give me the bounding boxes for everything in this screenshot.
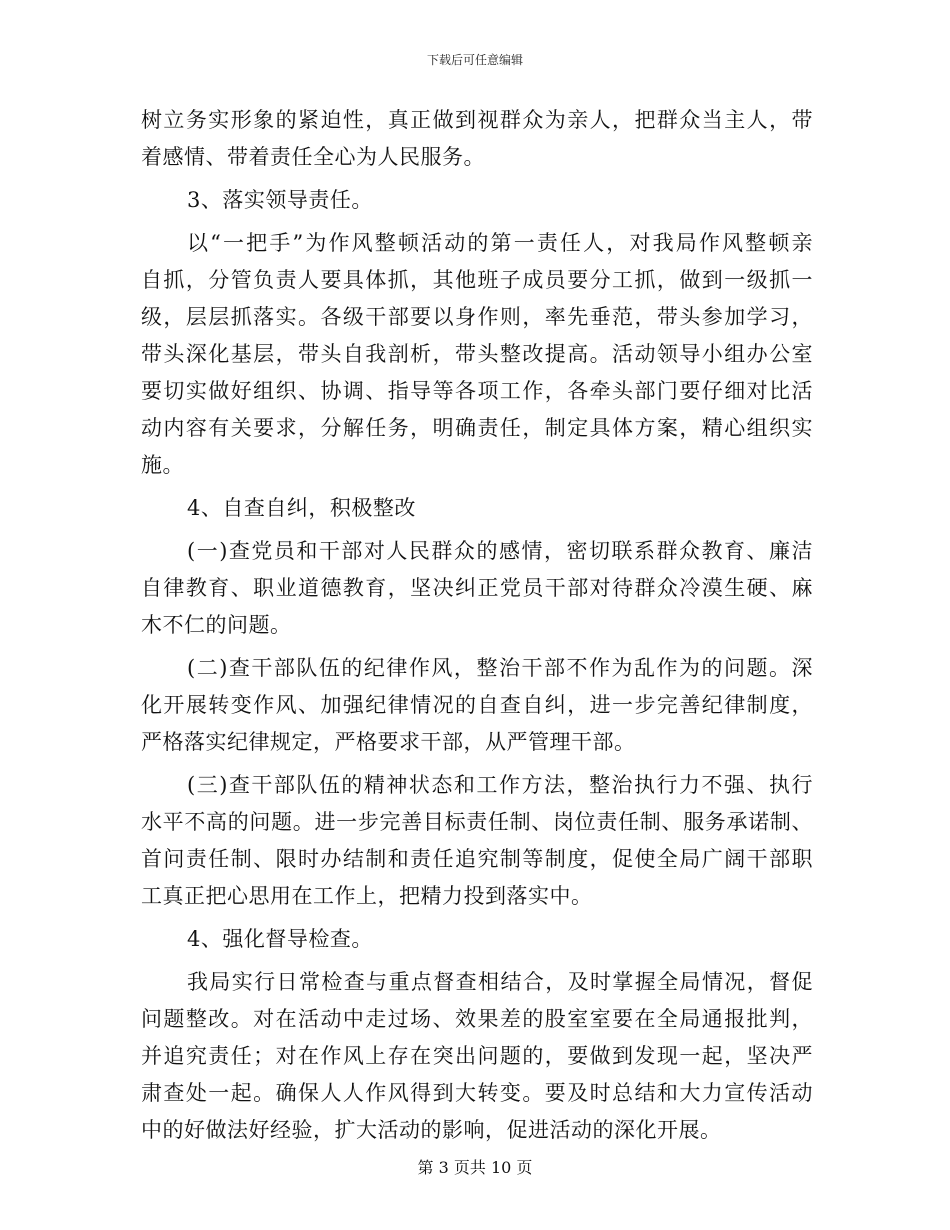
text-line: (一)查党员和干部对人民群众的感情，密切联系群众教育、廉洁 [187,539,813,563]
text-line: 以“一把手”为作风整顿活动的第一责任人，对我局作风整顿亲 [187,231,813,255]
text-line: 并追究责任；对在作风上存在突出问题的，要做到发现一起，坚决严 [141,1044,813,1068]
paragraph [141,964,813,1149]
text-line: 首问责任制、限时办结制和责任追究制等制度，促使全局广阔干部职 [141,847,813,871]
text-line: 带头深化基层，带头自我剖析，带头整改提高。活动领导小组办公室 [141,342,813,366]
text-line: 施。 [141,453,184,477]
text-line: 中的好做法好经验，扩大活动的影响，促进活动的深化开展。 [141,1118,722,1142]
text-line: 动内容有关要求，分解任务，明确责任，制定具体方案，精心组织实 [141,416,813,440]
page-number: 第 3 页共 10 页 [417,1158,533,1177]
text-line: 水平不高的问题。进一步完善目标责任制、岗位责任制、服务承诺制、 [141,810,813,834]
paragraph [141,533,813,644]
text-line: 工真正把心思用在工作上，把精力投到落实中。 [141,884,593,908]
text-line: (二)查干部队伍的纪律作风，整治干部不作为乱作为的问题。深 [187,656,813,680]
text-line: 自抓，分管负责人要具体抓，其他班子成员要分工抓，做到一级抓一 [141,268,813,292]
text-line: 肃查处一起。确保人人作风得到大转变。要及时总结和大力宣传活动 [141,1081,813,1105]
section-heading [141,490,813,527]
text-line: 4、自查自纠，积极整改 [187,496,416,520]
text-line: 级，层层抓落实。各级干部要以身作则，率先垂范，带头参加学习， [141,305,813,329]
text-line: 我局实行日常检查与重点督查相结合，及时掌握全局情况，督促 [187,970,813,994]
section-heading [141,182,813,219]
text-line: 严格落实纪律规定，严格要求干部，从严管理干部。 [141,730,636,754]
text-line: 问题整改。对在活动中走过场、效果差的股室室要在全局通报批判， [141,1007,813,1031]
paragraph [141,650,813,761]
page-header: 下载后可任意编辑 [426,53,523,67]
text-line: (三)查干部队伍的精神状态和工作方法，整治执行力不强、执行 [187,773,813,797]
text-line: 要切实做好组织、协调、指导等各项工作，各牵头部门要仔细对比活 [141,379,813,403]
paragraph [141,767,813,915]
paragraph [141,102,813,176]
document-body [141,102,813,1149]
text-line: 3、落实领导责任。 [187,188,373,212]
text-line: 4、强化督导检查。 [187,927,373,951]
text-line: 着感情、带着责任全心为人民服务。 [141,145,485,169]
text-line: 木不仁的问题。 [141,613,292,637]
text-line: 化开展转变作风、加强纪律情况的自查自纠，进一步完善纪律制度， [141,693,813,717]
text-line: 自律教育、职业道德教育，坚决纠正党员干部对待群众冷漠生硬、麻 [141,576,813,600]
section-heading [141,921,813,958]
text-line: 树立务实形象的紧迫性，真正做到视群众为亲人，把群众当主人，带 [141,108,813,132]
paragraph [141,225,813,484]
